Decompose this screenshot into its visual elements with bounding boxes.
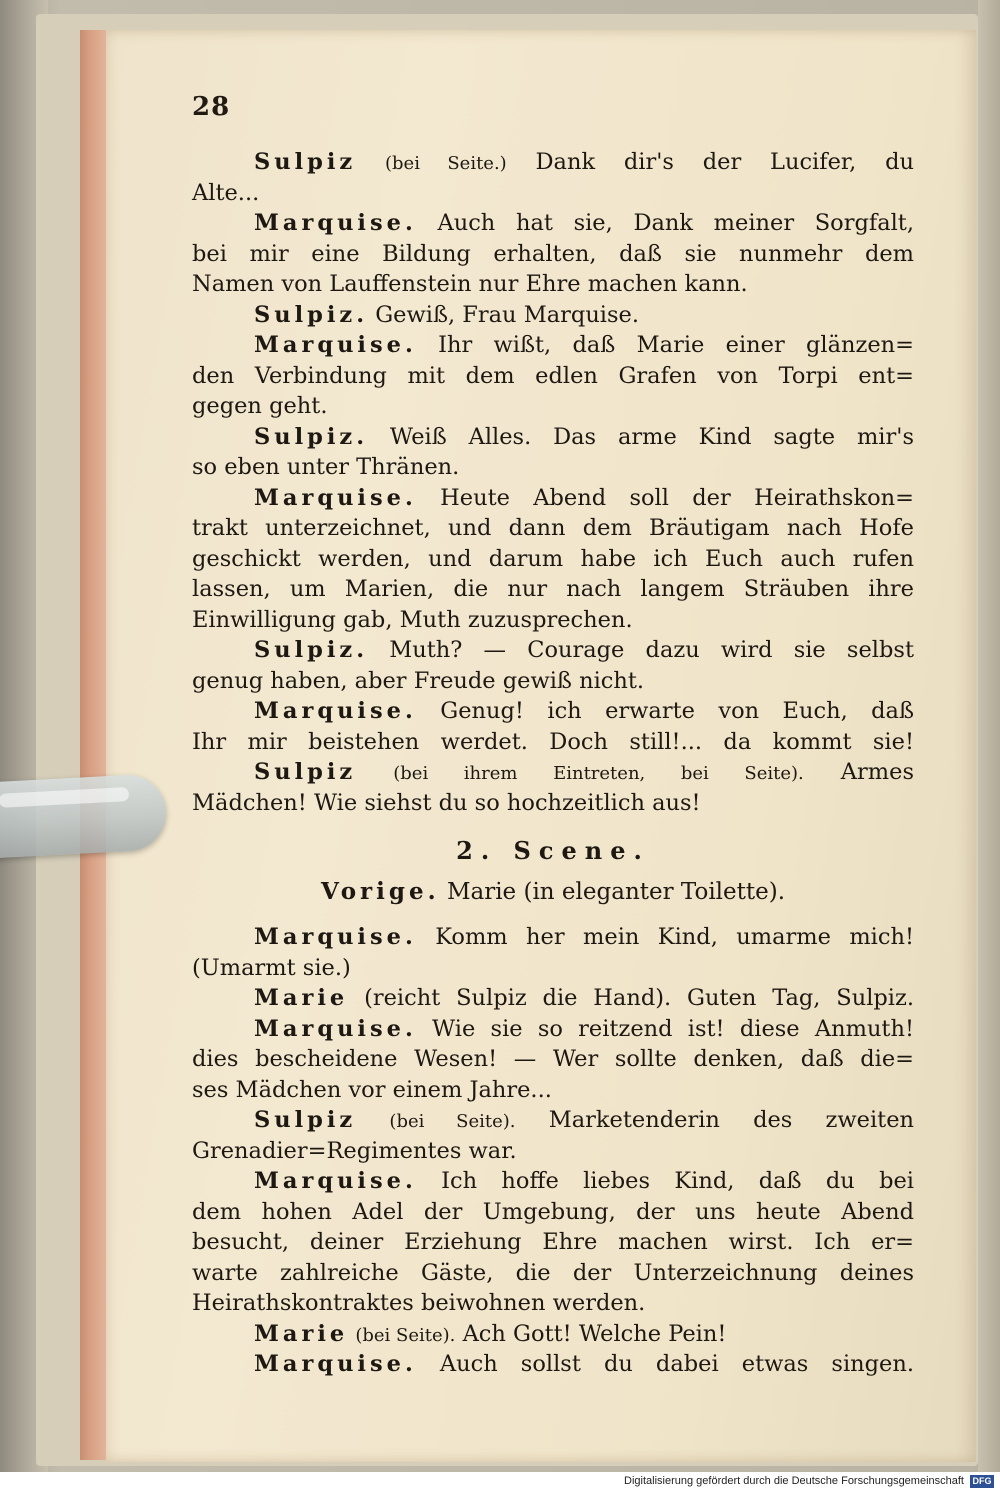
stage-direction: (bei Seite.) <box>385 153 507 174</box>
dfg-logo: DFG <box>970 1475 994 1488</box>
text-line <box>192 1136 914 1167</box>
line-text: Ich hoffe liebes Kind, daß du bei <box>441 1168 914 1194</box>
speaker-name: Marquise. <box>254 698 417 724</box>
text-line <box>192 452 914 483</box>
speaker-name: Marquise. <box>254 924 417 950</box>
line-text: lassen, um Marien, die nur nach langem Sträuben ihre <box>192 576 914 602</box>
line-text: Muth? — Courage dazu wird sie selbst <box>389 637 914 663</box>
speaker-name: Sulpiz. <box>254 301 369 328</box>
line-text: Namen von Lauffenstein nur Ehre machen kann. <box>192 271 748 297</box>
line-text: Einwilligung gab, Muth zuzusprechen. <box>192 606 633 633</box>
speaker-name: Marquise. <box>254 484 417 511</box>
text-line <box>192 208 914 239</box>
line-text: Heute Abend soll der Heirathskon= <box>440 484 914 511</box>
text-line <box>192 422 914 453</box>
speaker-name: Sulpiz <box>254 1107 357 1133</box>
text-line <box>192 361 914 392</box>
line-text: dem hohen Adel der Umgebung, der uns heute Abend <box>192 1198 914 1225</box>
line-text: Ach Gott! Welche Pein! <box>462 1320 727 1347</box>
text-line <box>192 1227 914 1258</box>
speaker-name: Sulpiz. <box>254 637 369 663</box>
text-line <box>192 757 914 788</box>
line-text: geschickt werden, und darum habe ich Euch auch rufen <box>192 545 914 572</box>
line-text: Genug! ich erwarte von Euch, daß <box>440 698 914 724</box>
text-line <box>192 727 914 758</box>
line-text: Komm her mein Kind, umarme mich! <box>435 924 914 950</box>
footer-credit: Digitalisierung gefördert durch die Deutsche Forschungsgemeinschaft <box>624 1475 964 1487</box>
line-text: Auch sollst du dabei etwas singen. <box>439 1351 915 1377</box>
speaker-name: Marquise. <box>254 1168 417 1194</box>
stage-direction: (bei Seite). <box>355 1324 456 1346</box>
text-line <box>192 1349 914 1380</box>
line-text: so eben unter Thränen. <box>192 454 460 480</box>
scene-heading: 2. Scene. <box>456 836 650 865</box>
text-line <box>192 239 914 270</box>
text-line <box>192 147 914 178</box>
text-line <box>192 513 914 544</box>
line-text: Alte... <box>192 179 260 206</box>
text-line <box>192 1014 914 1045</box>
text-line <box>192 1258 914 1289</box>
text-line <box>192 1044 914 1075</box>
speaker-name: Sulpiz. <box>254 423 369 450</box>
dialogue-block-2 <box>192 922 914 1380</box>
line-text: Weiß Alles. Das arme Kind sagte mir's <box>389 423 914 450</box>
text-line <box>192 483 914 514</box>
line-text: Wie sie so reitzend ist! diese Anmuth! <box>432 1015 915 1042</box>
cast-speaker: Vorige. <box>320 878 440 905</box>
text-line <box>192 178 914 209</box>
text-line <box>192 605 914 636</box>
line-text: Dank dir's der Lucifer, du <box>535 149 915 175</box>
line-text: gegen geht. <box>192 393 328 419</box>
stage-direction: (bei Seite). <box>389 1111 516 1132</box>
cast-line <box>192 874 914 910</box>
text-line <box>192 391 914 422</box>
text-line <box>192 983 914 1014</box>
speaker-name: Marquise. <box>254 1351 417 1377</box>
line-text: den Verbindung mit dem edlen Grafen von Torpi ent= <box>192 362 914 389</box>
speaker-name: Marie <box>254 985 349 1011</box>
text-line <box>192 953 914 984</box>
cast-text: Marie (in eleganter Toilette). <box>446 879 786 905</box>
speaker-name: Marquise. <box>254 210 417 236</box>
line-text: (reicht Sulpiz die Hand). Guten Tag, Sulpiz. <box>364 985 915 1011</box>
scan-right-edge <box>978 0 1000 1472</box>
stage-direction: (bei ihrem Eintreten, bei Seite). <box>393 763 804 784</box>
text-line <box>192 1166 914 1197</box>
speaker-name: Sulpiz <box>254 759 357 785</box>
text-line <box>192 300 914 331</box>
line-text: ses Mädchen vor einem Jahre... <box>192 1076 552 1103</box>
text-line <box>192 269 914 300</box>
line-text: Heirathskontraktes beiwohnen werden. <box>192 1290 646 1316</box>
speaker-name: Marie <box>254 1320 349 1347</box>
text-line <box>192 544 914 575</box>
text-line <box>192 922 914 953</box>
line-text: Ihr mir beistehen werdet. Doch still!... da kommt sie! <box>192 728 914 755</box>
line-text: dies bescheidene Wesen! — Wer sollte denken, daß die= <box>192 1046 914 1072</box>
text-line <box>192 666 914 697</box>
text-line <box>192 635 914 666</box>
text-line <box>192 1319 914 1350</box>
line-text: Auch hat sie, Dank meiner Sorgfalt, <box>437 210 914 236</box>
text-line <box>192 574 914 605</box>
text-body <box>192 147 914 1380</box>
speaker-name: Marquise. <box>254 332 417 358</box>
line-text: bei mir eine Bildung erhalten, daß sie nunmehr dem <box>192 240 914 267</box>
text-line <box>192 1075 914 1106</box>
text-line <box>192 1288 914 1319</box>
line-text: Gewiß, Frau Marquise. <box>375 301 640 328</box>
line-text: besucht, deiner Erziehung Ehre machen wirst. Ich er= <box>192 1229 914 1255</box>
line-text: Mädchen! Wie siehst du so hochzeitlich aus! <box>192 789 701 816</box>
line-text: Grenadier=Regimentes war. <box>192 1137 517 1164</box>
text-line <box>192 1105 914 1136</box>
line-text: (Umarmt sie.) <box>192 954 351 981</box>
footer-bar <box>0 1472 1000 1492</box>
text-line <box>192 1197 914 1228</box>
text-line <box>192 696 914 727</box>
line-text: trakt unterzeichnet, und dann dem Bräutigam nach Hofe <box>192 515 914 541</box>
line-text: Marketenderin des zweiten <box>548 1107 915 1133</box>
plastic-page-clip <box>0 773 168 859</box>
line-text: Ihr wißt, daß Marie einer glänzen= <box>438 332 915 358</box>
page-number: 28 <box>192 92 231 122</box>
text-line <box>192 330 914 361</box>
speaker-name: Marquise. <box>254 1015 417 1042</box>
dialogue-block-1 <box>192 147 914 818</box>
line-text: warte zahlreiche Gäste, die der Unterzeichnung deines <box>192 1259 914 1286</box>
text-line <box>192 788 914 819</box>
page-binding-strip <box>80 30 106 1460</box>
line-text: Armes <box>840 759 914 785</box>
line-text: genug haben, aber Freude gewiß nicht. <box>192 667 645 694</box>
speaker-name: Sulpiz <box>254 149 357 175</box>
